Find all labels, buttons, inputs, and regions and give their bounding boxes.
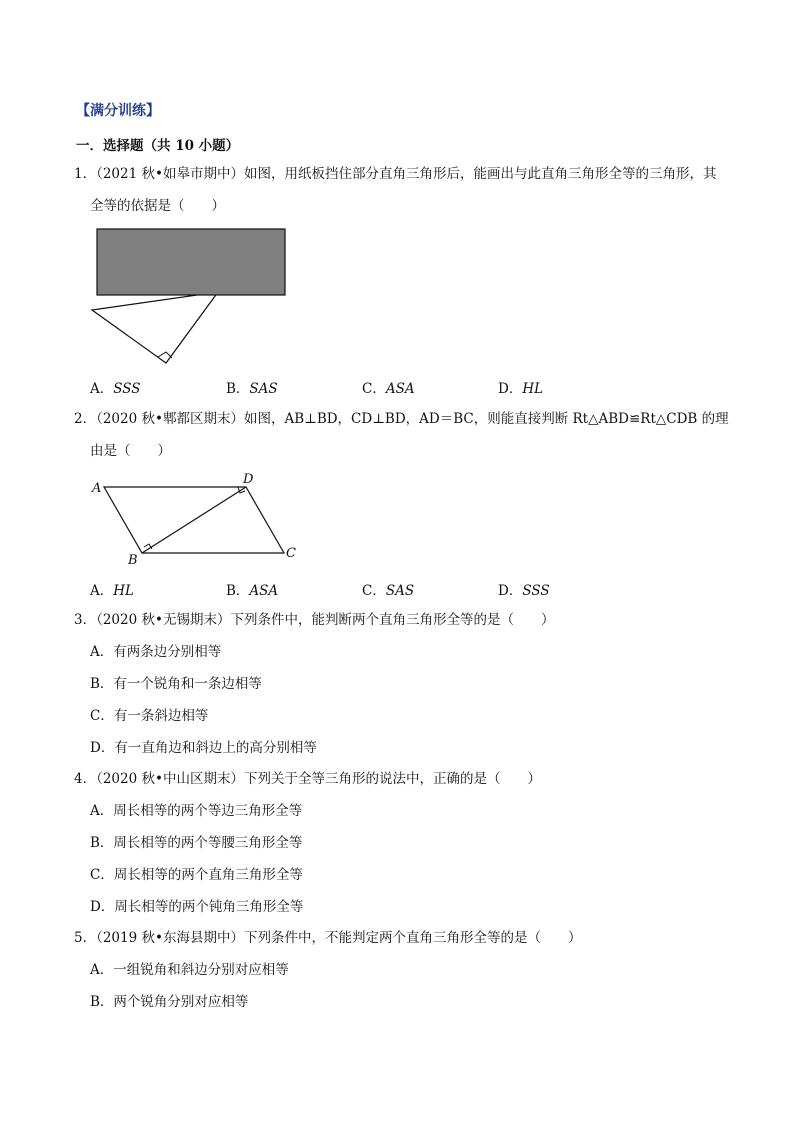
q2-figure	[86, 468, 306, 568]
q3-option-d[interactable]: D．有一直角边和斜边上的高分别相等	[90, 740, 317, 756]
q4-option-a[interactable]: A．周长相等的两个等边三角形全等	[90, 803, 303, 819]
q1-option-d[interactable]: D．HL	[498, 381, 544, 397]
section-title: 【满分训练】	[76, 103, 160, 119]
q2-option-b[interactable]: B．ASA	[226, 583, 279, 599]
q2-options	[90, 579, 634, 599]
q4-option-b[interactable]: B．周长相等的两个等腰三角形全等	[90, 835, 303, 851]
q1-option-c[interactable]: C．ASA	[362, 381, 415, 397]
section-subtitle: 一．选择题（共 10 小题）	[76, 138, 240, 154]
q2-option-c[interactable]: C．SAS	[362, 583, 415, 599]
q4-stem: 4．（2020 秋•中山区期末）下列关于全等三角形的说法中，正确的是（ ）	[74, 771, 541, 787]
q2-stem-line1: 2．（2020 秋•郫都区期末）如图，AB⊥BD，CD⊥BD，AD＝BC，则能直接判断 Rt△ABD≌Rt△CDB 的理	[74, 411, 729, 427]
q1-option-b[interactable]: B．SAS	[226, 381, 278, 397]
q1-options	[90, 377, 634, 397]
q2-option-d[interactable]: D．SSS	[498, 583, 550, 599]
q1-stem-line1: 1．（2021 秋•如皋市期中）如图，用纸板挡住部分直角三角形后，能画出与此直角三角形全等的三角形，其	[74, 166, 717, 182]
q4-option-d[interactable]: D．周长相等的两个钝角三角形全等	[90, 899, 304, 915]
q5-stem: 5．（2019 秋•东海县期中）下列条件中，不能判定两个直角三角形全等的是（ ）	[74, 930, 582, 946]
q1-option-a[interactable]: A．SSS	[90, 381, 141, 397]
q3-stem: 3．（2020 秋•无锡期末）下列条件中，能判断两个直角三角形全等的是（ ）	[74, 612, 555, 628]
q2-stem-line2: 由是（ ）	[90, 443, 171, 459]
q2-option-a[interactable]: A．HL	[90, 583, 134, 599]
q1-triangle	[92, 292, 218, 363]
q5-option-a[interactable]: A．一组锐角和斜边分别对应相等	[90, 962, 289, 978]
q3-option-b[interactable]: B．有一个锐角和一条边相等	[90, 676, 262, 692]
q3-option-a[interactable]: A．有两条边分别相等	[90, 644, 222, 660]
q2-label-d: D	[243, 472, 254, 487]
q1-cardboard	[97, 229, 285, 295]
q3-option-c[interactable]: C．有一条斜边相等	[90, 708, 209, 724]
q5-option-b[interactable]: B．两个锐角分别对应相等	[90, 994, 249, 1010]
q2-label-b: B	[128, 553, 138, 568]
q4-option-c[interactable]: C．周长相等的两个直角三角形全等	[90, 867, 303, 883]
q2-label-c: C	[286, 546, 296, 561]
q1-stem-line2: 全等的依据是（ ）	[90, 198, 225, 214]
q1-figure	[86, 224, 296, 369]
q2-label-a: A	[92, 481, 102, 496]
q2-right-angle-b	[144, 544, 152, 549]
q2-diagonal-bd	[142, 487, 246, 553]
